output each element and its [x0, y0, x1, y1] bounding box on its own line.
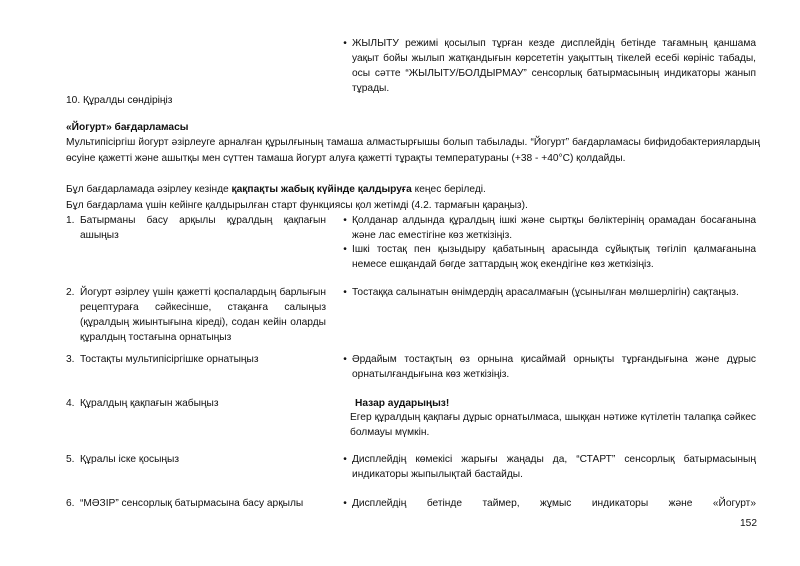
step-text: “МӘЗІР” сенсорлық батырмасына басу арқылы: [80, 498, 304, 509]
bullet-marker: •: [343, 498, 347, 509]
lid-advice-pre: Бұл бағдарламада әзірлеу кезінде: [66, 184, 232, 195]
warning-title: Назар аударыңыз!: [355, 398, 450, 409]
bullet-marker: •: [343, 244, 347, 255]
section-heading: «Йогурт» бағдарламасы: [66, 122, 189, 133]
delayed-start-note: Бұл бағдарлама үшін кейінге қалдырылған старт функциясы қол жетімді (4.2. тармағын қараңыз).: [66, 200, 528, 211]
bullet-marker: •: [343, 354, 347, 365]
bullet-text: ЖЫЛЫТУ режимі қосылып тұрған кезде дисплейдің бетінде тағамның қаншама уақыт бойы жылып жатқандығын көрсететін уақыттың тікелей есебі көрініс табады, осы сәтте “ЖЫЛЫТУ/БОЛДЫРМАУ” сенсорлық батырмасының индикаторы жанып тұрады.: [352, 38, 756, 94]
step-bullet-text: Дисплейдің бетінде таймер, жұмыс индикаторы және «Йогурт»: [352, 498, 756, 509]
step-number: 3.: [66, 354, 75, 365]
page-number: 152: [740, 518, 757, 529]
step-bullet-text: Әрдайым тостақтың өз орнына қисаймай орнықты тұрғандығына және дұрыс орнатылғандығына көз жеткізіңіз.: [352, 354, 756, 380]
bullet-marker: •: [343, 38, 347, 49]
step-bullet-text: Тостаққа салынатын өнімдердің арасалмағын (ұсынылған мөлшерлігін) сақтаңыз.: [352, 287, 739, 298]
step-number: 1.: [66, 215, 75, 226]
step-number: 6.: [66, 498, 75, 509]
bullet-marker: •: [343, 215, 347, 226]
step-10: 10. Құралды сөндіріңіз: [66, 95, 173, 106]
step-number: 2.: [66, 287, 75, 298]
section-intro: Мультипісіргіш йогурт әзірлеуге арналған құрылғының тамаша алмастырғышы болып табылады. “Йогурт” бағдарламасы бифидобактериялардың өсуіне қажетті және ашытқы мен сүттен тамаша йогурт алуға қажетті тұрақты температураны (+38 - +40°C) қолдайды.: [66, 137, 760, 164]
step-bullet-text: Қолданар алдында құралдың ішкі және сыртқы бөліктерінің орамадан босағанына және лас еместігіне көз жеткізіңіз.: [352, 215, 756, 241]
step-number: 5.: [66, 454, 75, 465]
step-bullet-text: Ішкі тостақ пен қызыдыру қабатының арасында сұйықтық төгіліп қалмағанына немесе ешқандай бөгде заттардың жоқ екендігіне көз жеткізіңіз.: [352, 244, 756, 270]
step-number: 4.: [66, 398, 75, 409]
warning-text: Егер құралдың қақпағы дұрыс орнатылмаса, шыққан нәтиже күтілетін талапқа сәйкес болмауы мүмкін.: [350, 412, 756, 438]
step-text: Батырманы басу арқылы құралдың қақпағын ашыңыз: [80, 215, 326, 241]
bullet-marker: •: [343, 454, 347, 465]
lid-advice: [66, 182, 486, 197]
lid-advice-post: кеңес беріледі.: [411, 184, 486, 195]
step-text: Тостақты мультипісіргішке орнатыңыз: [80, 354, 259, 365]
lid-advice-bold: қақпақты жабық күйінде қалдыруға: [231, 184, 412, 195]
step-text: Құралы іске қосыңыз: [80, 454, 180, 465]
step-text: Құралдың қақпағын жабыңыз: [80, 398, 219, 409]
top-bullet-item: [340, 36, 760, 96]
bullet-marker: •: [343, 287, 347, 298]
step-bullet-text: Дисплейдің көмекісі жарығы жаңады да, “СТАРТ” сенсорлық батырмасының индикаторы жыпылықтай бастайды.: [352, 454, 756, 480]
step-text: Йогурт әзірлеу үшін қажетті қоспалардың барлығын рецептураға сәйкесінше, стақанға салыңыз (құралдың жиынтығына кіреді), содан кейін оларды құралдың тостағына орнатыңыз: [80, 287, 326, 343]
